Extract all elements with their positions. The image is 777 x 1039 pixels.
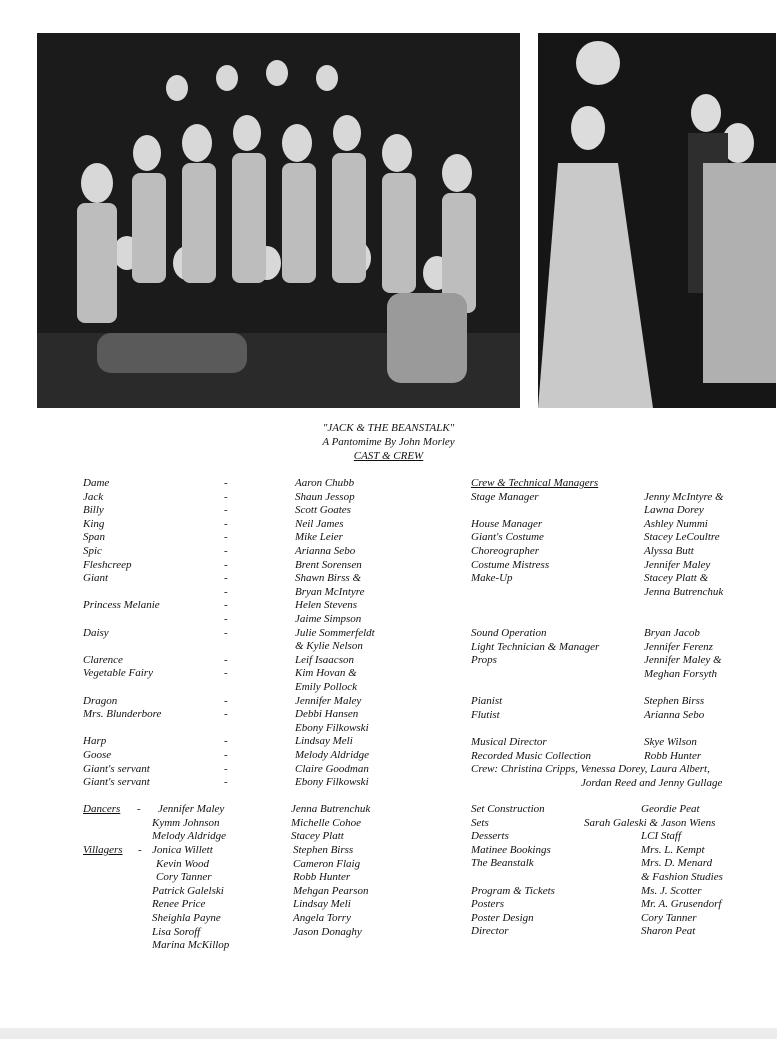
production-role: Matinee Bookings (471, 843, 551, 856)
crew-name: Jenna Butrenchuk (644, 585, 724, 598)
dancer-name: Melody Aldridge (152, 830, 227, 843)
crew-name: Ashley Nummi (644, 517, 708, 530)
cast-dash: - (224, 531, 228, 544)
cast-actor: Helen Stevens (295, 599, 357, 612)
crew-name: Bryan Jacob (644, 627, 700, 639)
crew-role: Choreographer (471, 545, 540, 557)
production-role: The Beanstalk (471, 857, 534, 870)
cast-dash: - (224, 708, 228, 721)
production-role: Set Construction (471, 803, 545, 815)
show-subtitle: A Pantomime By John Morley (322, 436, 455, 448)
dancers-dash: - (137, 803, 141, 815)
cast-group-photo (37, 33, 520, 408)
cast-role: Dame (83, 477, 110, 489)
cast-actor: Claire Goodman (295, 762, 369, 775)
cast-dash: - (224, 762, 228, 775)
crew-role: Light Technician & Manager (471, 640, 600, 653)
production-role: Poster Design (471, 911, 534, 924)
villager-name: Patrick Galelski (152, 884, 224, 897)
cast-dash: - (224, 545, 228, 557)
cast-actor: & Kylie Nelson (295, 640, 363, 653)
villagers-dash: - (138, 844, 142, 856)
cast-actor: Bryan McIntyre (295, 585, 365, 598)
cast-dash: - (224, 653, 228, 666)
cast-role: Giant's servant (83, 776, 150, 789)
cast-role: Mrs. Blunderbore (83, 708, 162, 721)
production-role: Posters (471, 898, 504, 911)
cast-actor: Jennifer Maley (295, 694, 362, 707)
cast-dash: - (224, 694, 228, 707)
cast-dash: - (224, 599, 228, 612)
cast-role: Span (83, 531, 105, 544)
production-role: Desserts (471, 830, 509, 843)
crew-role: Pianist (471, 695, 503, 707)
crew-role: Flutist (471, 708, 500, 721)
cast-actor: Shaun Jessop (295, 490, 355, 503)
villager-name: Sheighla Payne (152, 912, 221, 924)
dancer-name: Jennifer Maley (158, 803, 225, 815)
crew-line: Jordan Reed and Jenny Gullage (581, 776, 723, 789)
cast-role: King (83, 517, 105, 530)
crew-role: Giant's Costume (471, 531, 544, 544)
production-name: Mrs. L. Kempt (641, 843, 705, 856)
cast-actor: Jaime Simpson (295, 613, 362, 625)
crew-role: Crew: Christina Cripps, Venessa Dorey, Laura Albert, (471, 763, 710, 776)
dancers-label: Dancers (83, 803, 121, 815)
production-role: Director (471, 925, 509, 938)
crew-name: Alyssa Butt (644, 545, 694, 557)
cast-actor: Julie Sommerfeldt (295, 626, 375, 639)
cast-actor: Emily Pollock (295, 681, 358, 693)
cast-dash: - (224, 490, 228, 503)
cast-actor: Mike Leier (295, 531, 343, 544)
cast-dash: - (224, 749, 228, 761)
production-role: Program & Tickets (471, 884, 555, 897)
cast-role: Harp (83, 735, 107, 748)
cast-role: Fleshcreep (83, 558, 132, 571)
production-name: LCI Staff (641, 830, 682, 843)
villager-name: Stephen Birss (293, 844, 354, 856)
cast-actor: Neil James (295, 517, 344, 530)
cast-dash: - (224, 667, 228, 680)
production-name: Ms. J. Scotter (641, 884, 702, 897)
cast-role: Daisy (83, 626, 109, 639)
cast-principals-photo (538, 33, 776, 408)
cast-actor: Leif Isaacson (295, 653, 354, 666)
cast-dash: - (224, 477, 228, 489)
crew-heading: Crew & Technical Managers (471, 477, 599, 489)
cast-dash: - (224, 626, 228, 639)
crew-name: Jennifer Ferenz (644, 640, 713, 653)
cast-role: Dragon (83, 694, 118, 707)
show-title: "JACK & THE BEANSTALK" (322, 422, 455, 434)
crew-role: Sound Operation (471, 627, 547, 639)
villager-name: Lindsay Meli (293, 898, 351, 911)
crew-role: Costume Mistress (471, 558, 550, 571)
cast-role: Vegetable Fairy (83, 667, 153, 680)
cast-actor: Scott Goates (295, 504, 351, 517)
crew-name: Lawna Dorey (644, 504, 704, 517)
dancer-name: Michelle Cohoe (291, 816, 361, 829)
cast-dash: - (224, 585, 228, 598)
villager-name: Jonica Willett (152, 844, 213, 856)
production-name: Cory Tanner (641, 911, 697, 924)
cast-role: Billy (83, 504, 104, 517)
cast-actor: Kim Hovan & (295, 667, 357, 680)
crew-name: Meghan Forsyth (644, 667, 718, 680)
villager-name: Robb Hunter (293, 871, 351, 884)
cast-actor: Ebony Filkowski (295, 721, 369, 734)
crew-role: Props (471, 654, 497, 667)
production-name: Sarah Galeski & Jason Wiens (584, 816, 716, 829)
cast-actor: Shawn Birss & (295, 572, 362, 585)
crew-name: Jenny McIntyre & (644, 490, 724, 503)
production-name: & Fashion Studies (641, 871, 723, 883)
cast-actor: Arianna Sebo (295, 545, 356, 557)
cast-dash: - (224, 776, 228, 789)
cast-role: Spic (83, 545, 102, 557)
cast-role: Giant's servant (83, 762, 150, 775)
cast-role: Princess Melanie (83, 599, 160, 612)
cast-dash: - (224, 517, 228, 530)
cast-dash: - (224, 735, 228, 748)
cast-actor: Ebony Filkowski (295, 776, 369, 789)
villagers-label: Villagers (83, 844, 123, 856)
cast-actor: Lindsay Meli (295, 735, 353, 748)
cast-role: Jack (83, 490, 104, 503)
cast-dash: - (224, 613, 228, 625)
dancer-name: Kymm Johnson (152, 816, 220, 829)
crew-role: Stage Manager (471, 490, 539, 503)
production-name: Geordie Peat (641, 803, 700, 815)
crew-name: Arianna Sebo (644, 708, 705, 721)
cast-crew-heading: CAST & CREW (353, 450, 424, 462)
dancer-name: Stacey Platt (291, 830, 344, 843)
villager-name: Mehgan Pearson (293, 884, 369, 897)
dancer-name: Jenna Butrenchuk (291, 803, 371, 815)
page-bottom-edge (0, 1028, 777, 1039)
crew-name: Jennifer Maley & (644, 654, 722, 667)
cast-actor: Melody Aldridge (295, 749, 370, 761)
cast-role: Giant (83, 572, 109, 585)
villager-name: Renee Price (152, 898, 206, 911)
crew-name: Jennifer Maley (644, 558, 711, 571)
cast-dash: - (224, 558, 228, 571)
villager-name: Marina McKillop (152, 939, 230, 952)
villager-name: Angela Torry (293, 912, 351, 924)
crew-role: House Manager (471, 517, 543, 530)
production-name: Mr. A. Grusendorf (641, 898, 722, 911)
crew-name: Stephen Birss (644, 695, 705, 707)
villager-name: Jason Donaghy (293, 925, 362, 938)
villager-name: Kevin Wood (156, 857, 210, 870)
crew-role: Musical Director (471, 736, 547, 748)
cast-role: Clarence (83, 653, 123, 666)
cast-actor: Aaron Chubb (295, 477, 355, 489)
cast-role: Goose (83, 749, 112, 761)
production-role: Sets (471, 816, 489, 829)
cast-dash: - (224, 572, 228, 585)
crew-name: Stacey LeCoultre (644, 531, 720, 544)
crew-role: Make-Up (471, 572, 513, 585)
crew-name: Robb Hunter (644, 749, 702, 762)
production-name: Sharon Peat (641, 925, 696, 938)
cast-actor: Brent Sorensen (295, 558, 362, 571)
production-name: Mrs. D. Menard (641, 857, 713, 870)
crew-role: Recorded Music Collection (471, 749, 591, 762)
crew-name: Stacey Platt & (644, 572, 709, 585)
cast-actor: Debbi Hansen (295, 708, 359, 721)
crew-name: Skye Wilson (644, 736, 697, 748)
villager-name: Cameron Flaig (293, 857, 361, 870)
cast-dash: - (224, 504, 228, 517)
villager-name: Cory Tanner (156, 871, 212, 884)
villager-name: Lisa Soroff (152, 925, 201, 938)
